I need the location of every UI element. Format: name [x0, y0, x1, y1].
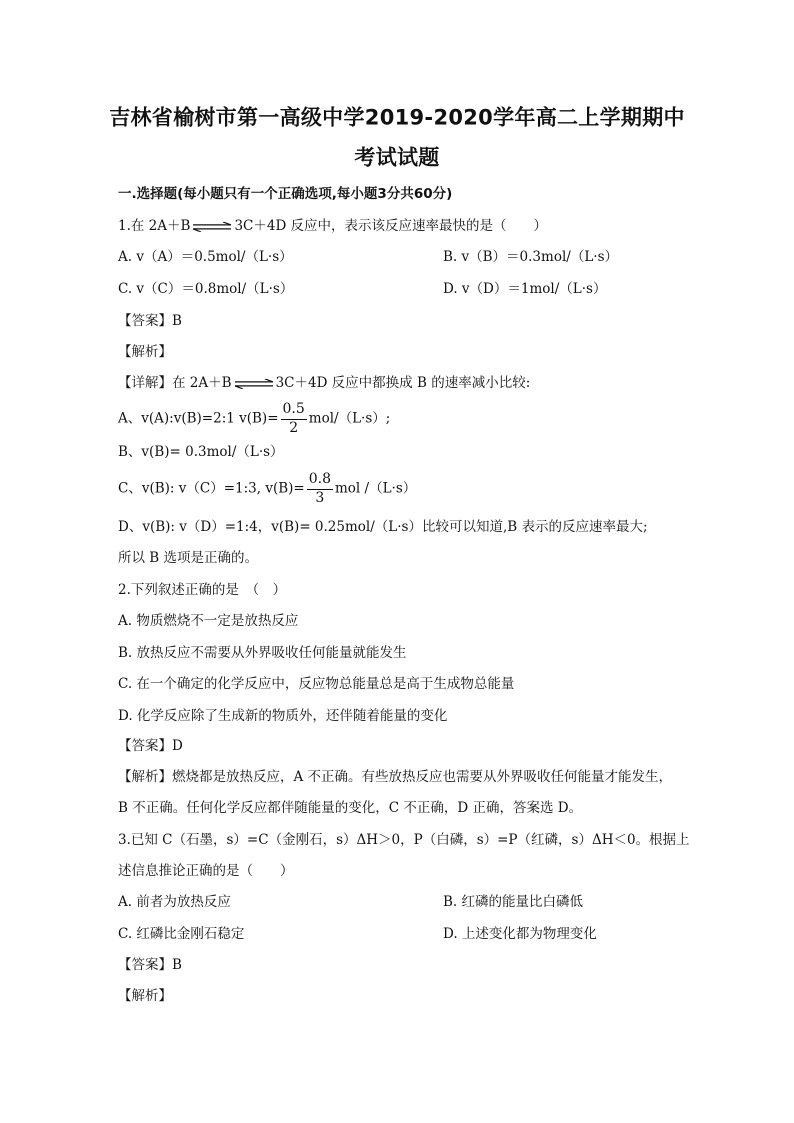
q1-conclusion: 所以 B 选项是正确的。: [118, 549, 259, 566]
denominator: 3: [315, 489, 325, 506]
question-3-stem-line2: 述信息推论正确的是（ ）: [118, 862, 294, 879]
q2-analysis-line1: 【解析】燃烧都是放热反应，A 不正确。有些放热反应也需要从外界吸收任何能量才能发生，: [118, 768, 673, 785]
q3-analysis-label: 【解析】: [118, 987, 172, 1004]
q1-option-b: B. v（B）＝0.3mol/（L·s）: [443, 248, 618, 265]
line-a-text: A、v(A):v(B)=2:1 v(B)=: [118, 410, 279, 427]
line-a-unit: mol/（L·s）;: [308, 410, 391, 427]
q3-option-b: B. 红磷的能量比白磷低: [443, 893, 584, 910]
q1-stem-post: 3C＋4D 反应中，表示该反应速率最快的是（ ）: [234, 217, 548, 234]
q1-detail: [118, 375, 530, 391]
q3-option-a: A. 前者为放热反应: [118, 893, 231, 910]
q1-line-a: [118, 401, 390, 437]
denominator: 2: [289, 419, 299, 436]
q1-detail-post: 3C＋4D 反应中都换成 B 的速率减小比较:: [275, 374, 531, 391]
document-title-line2: 考试试题: [354, 145, 440, 170]
equilibrium-arrow-icon: [233, 378, 275, 388]
q1-line-b: B、v(B)= 0.3mol/（L·s）: [118, 443, 284, 460]
numerator: 0.5: [281, 401, 307, 420]
question-3-stem: 3.已知 C（石墨，s）=C（金刚石，s）ΔH＞0，P（白磷，s）=P（红磷，s）ΔH＜0。根据上: [118, 831, 690, 848]
q3-answer: 【答案】B: [118, 956, 182, 973]
line-c-text: C、v(B): v（C）=1:3, v(B)=: [118, 480, 305, 497]
numerator: 0.8: [307, 471, 333, 490]
q1-line-d: D、v(B): v（D）=1:4，v(B)= 0.25mol/（L·s）比较可以知道,B 表示的反应速率最大;: [118, 518, 648, 535]
q2-answer: 【答案】D: [118, 737, 183, 754]
q1-option-a: A. v（A）＝0.5mol/（L·s）: [118, 248, 293, 265]
q2-option-d: D. 化学反应除了生成新的物质外，还伴随着能量的变化: [118, 707, 448, 724]
question-2-stem: 2.下列叙述正确的是 （ ）: [118, 581, 287, 598]
q1-detail-pre: 【详解】在 2A＋B: [118, 374, 232, 391]
q3-option-d: D. 上述变化都为物理变化: [443, 925, 597, 942]
q3-option-c: C. 红磷比金刚石稳定: [118, 925, 245, 942]
q1-answer: 【答案】B: [118, 312, 182, 329]
q1-option-c: C. v（C）＝0.8mol/（L·s）: [118, 280, 294, 297]
section-heading: 一.选择题(每小题只有一个正确选项,每小题3分共60分): [118, 185, 453, 202]
q1-line-c: [118, 471, 416, 507]
q1-option-d: D. v（D）＝1mol/（L·s）: [443, 280, 607, 297]
equilibrium-arrow-icon: [191, 221, 233, 231]
question-1-stem: [118, 218, 547, 234]
fraction: [307, 471, 333, 507]
q2-option-c: C. 在一个确定的化学反应中，反应物总能量总是高于生成物总能量: [118, 675, 515, 692]
fraction: [281, 401, 307, 437]
q2-option-a: A. 物质燃烧不一定是放热反应: [118, 612, 299, 629]
q1-analysis-label: 【解析】: [118, 343, 172, 360]
q2-analysis-line2: B 不正确。任何化学反应都伴随能量的变化，C 不正确，D 正确，答案选 D。: [118, 799, 583, 816]
line-c-unit: mol /（L·s）: [335, 480, 417, 497]
q2-option-b: B. 放热反应不需要从外界吸收任何能量就能发生: [118, 644, 407, 661]
document-title: 吉林省榆树市第一高级中学2019-2020学年高二上学期期中: [109, 105, 685, 130]
q1-stem-pre: 1.在 2A＋B: [118, 217, 191, 234]
